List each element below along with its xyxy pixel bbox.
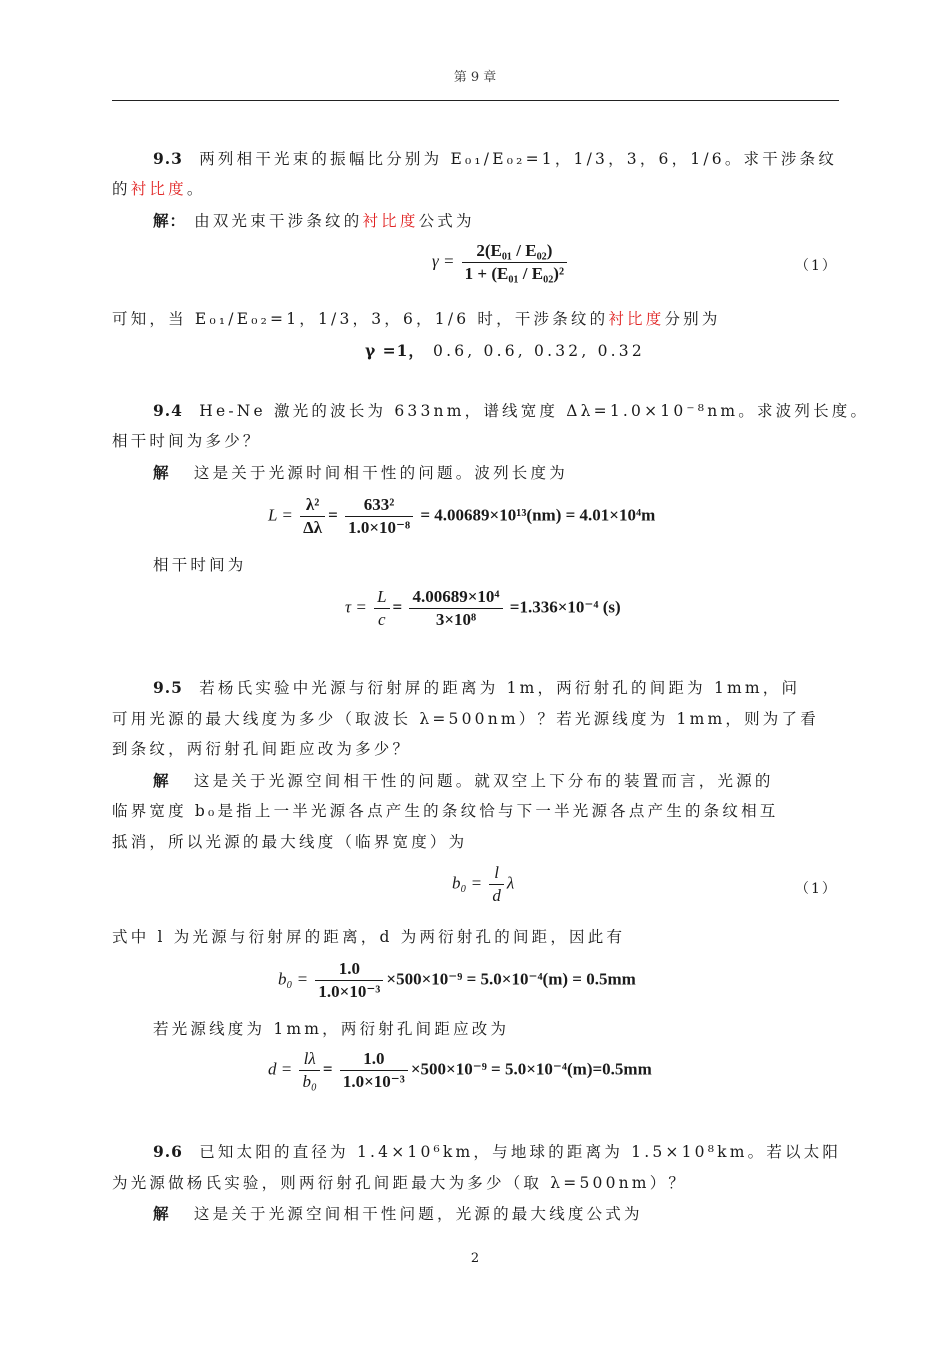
highlight-term: 衬比度 [130,180,187,198]
text: 这是关于光源空间相干性的问题。就双空上下分布的装置而言，光源的 [193,772,774,790]
problem-text: 已知太阳的直径为 1.4×10⁶km，与地球的距离为 1.5×10⁸km。若以太阳 [199,1143,842,1161]
solution-label: 解 [153,771,170,790]
eq-numerator: lλ [299,1048,319,1071]
problem-9-5-line-1 [153,677,839,699]
problem-text: 若杨氏实验中光源与衍射屏的距离为 1m，两衍射孔的间距为 1mm，问 [199,679,801,697]
eq-numerator: 633² [345,494,413,517]
eq-equals: = [392,597,403,617]
eq-lhs: γ = [432,251,455,271]
problem-9-6-line-2: 为光源做杨氏实验，则两衍射孔间距最大为多少（取 λ=500nm）？ [112,1174,688,1192]
problem-9-5-line-2: 可用光源的最大线度为多少（取波长 λ=500nm）？若光源线度为 1mm，则为了看 [112,710,819,728]
solution-9-5-line-5: 若光源线度为 1mm，两衍射孔间距应改为 [153,1020,510,1038]
eq-denominator: 1.0×10⁻³ [342,1072,405,1091]
equation-critical-width [452,862,514,907]
highlight-term: 衬比度 [608,310,665,328]
solution-9-3-line-1 [153,210,839,232]
problem-number: 9.3 [153,149,183,168]
text: 的 [112,180,131,198]
eq-equals: = [328,505,338,525]
solution-9-4-line-2: 相干时间为 [153,556,247,574]
equation-coherence-time [345,586,621,631]
chapter-header: 第 9 章 [453,70,497,85]
problem-number: 9.5 [153,678,183,697]
page-number: 2 [470,1251,480,1266]
text: 由双光束干涉条纹的 [194,212,363,230]
equation-wave-length [268,494,655,539]
eq-lhs: d = [268,1059,293,1079]
eq-numerator: l [489,862,504,885]
eq-equals: = [322,1059,333,1079]
problem-9-6-line-1 [153,1141,842,1163]
eq-denominator: Δλ [303,518,323,537]
solution-9-6-line-1 [153,1203,839,1225]
text: 这是关于光源空间相干性问题，光源的最大线度公式为 [193,1205,643,1223]
eq-denominator: 1 + (E₀₁ / E₀₂)² [464,264,565,283]
text: 分别为 [664,310,721,328]
eq-numerator: 2(E₀₁ / E₀₂) [462,240,567,263]
eq-denominator: 1.0×10⁻³ [318,982,381,1001]
result-rest: 0.6, 0.6, 0.32, 0.32 [433,342,645,360]
solution-9-5-line-3: 抵消，所以光源的最大线度（临界宽度）为 [112,833,468,851]
problem-9-3-line-2 [112,178,839,200]
solution-label: 解 [153,463,170,482]
equation-b0-value [278,958,636,1003]
solution-9-3-line-2 [112,308,839,330]
solution-label: 解 [153,1204,170,1223]
eq-rhs: =1.336×10⁻⁴ (s) [509,597,621,617]
eq-rhs: ×500×10⁻⁹ = 5.0×10⁻⁴(m) = 0.5mm [386,969,636,989]
eq-numerator: L [374,586,389,609]
eq-denominator: b₀ [302,1072,317,1091]
eq-numerator: 1.0 [315,958,383,981]
highlight-term: 衬比度 [362,212,419,230]
text: 公式为 [418,212,475,230]
eq-denominator: d [492,886,501,905]
equation-contrast [432,240,570,285]
problem-text: He-Ne 激光的波长为 633nm，谱线宽度 Δλ=1.0×10⁻⁸nm。求波列长度。 [199,402,870,420]
problem-9-3-line-1 [153,148,839,170]
problem-9-5-line-3: 到条纹，两衍射孔间距应改为多少？ [112,740,412,758]
problem-9-4-line-2: 相干时间为多少？ [112,432,262,450]
eq-lhs: b₀ = [452,873,483,893]
solution-9-5-line-4: 式中 l 为光源与衍射屏的距离，d 为两衍射孔的间距，因此有 [112,928,626,946]
eq-denominator: 3×10⁸ [435,610,477,629]
eq-numerator: 1.0 [340,1048,408,1071]
problem-text: 两列相干光束的振幅比分别为 E₀₁/E₀₂=1，1/3，3，6，1/6。求干涉条纹 [199,150,838,168]
equation-d-value [268,1048,652,1093]
solution-9-5-line-1 [153,770,839,792]
equation-number: （1） [795,258,838,274]
text: 。 [186,180,206,198]
eq-rhs: λ [506,873,515,893]
contrast-results [365,340,765,362]
eq-lhs: τ = [345,597,367,617]
result-first: γ =1， [365,341,425,360]
text: 这是关于光源时间相干性的问题。波列长度为 [193,464,568,482]
solution-9-4-line-1 [153,462,839,484]
eq-lhs: b₀ = [278,969,309,989]
eq-numerator: 4.00689×10⁴ [409,586,502,609]
equation-number: （1） [795,881,838,897]
problem-9-4-line-1 [153,400,870,422]
text: 可知，当 E₀₁/E₀₂=1，1/3，3，6，1/6 时，干涉条纹的 [112,310,609,328]
header-rule [112,100,839,101]
eq-rhs: ×500×10⁻⁹ = 5.0×10⁻⁴(m)=0.5mm [410,1059,652,1079]
eq-denominator: 1.0×10⁻⁸ [348,518,411,537]
eq-denominator: c [378,610,386,629]
eq-lhs: L = [268,505,293,525]
problem-number: 9.4 [153,401,183,420]
solution-label: 解： [153,211,187,230]
eq-rhs: = 4.00689×10¹³(nm) = 4.01×10⁴m [420,505,656,525]
problem-number: 9.6 [153,1142,183,1161]
solution-9-5-line-2: 临界宽度 b₀是指上一半光源各点产生的条纹恰与下一半光源各点产生的条纹相互 [112,802,779,820]
eq-numerator: λ² [300,494,325,517]
